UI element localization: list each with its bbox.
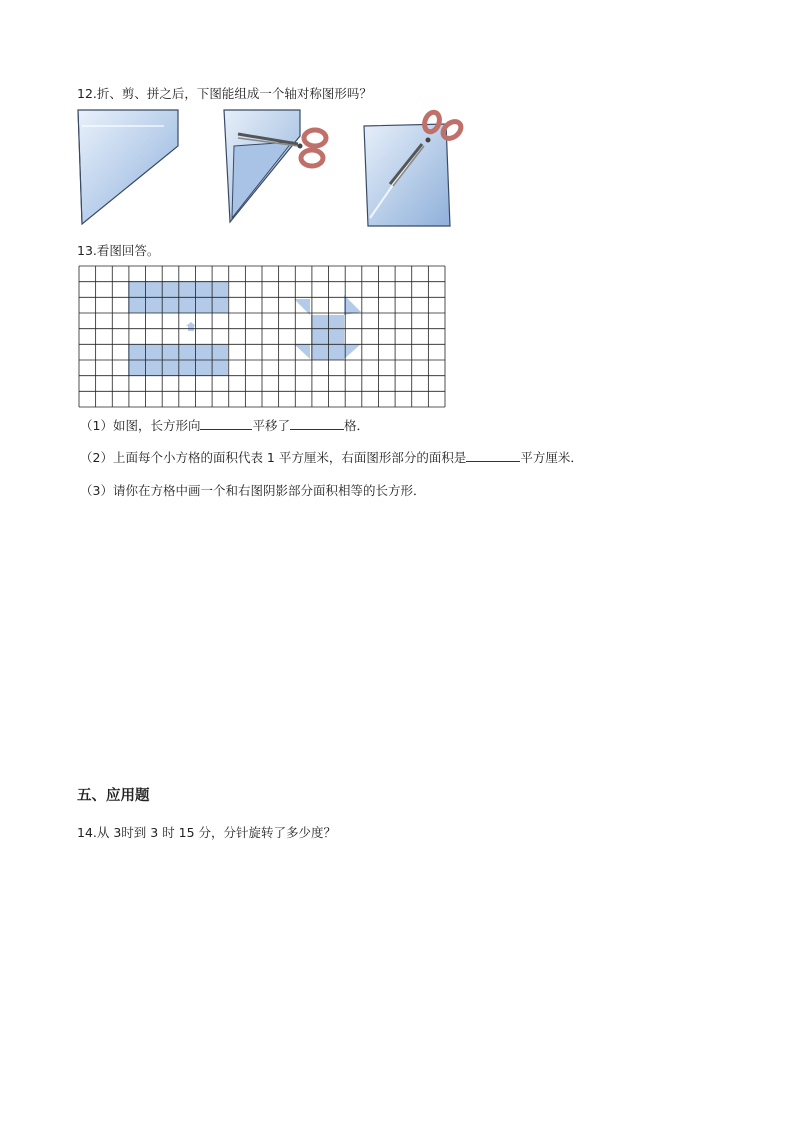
answer-blank-area[interactable]	[466, 449, 520, 462]
cut-paper-scissors-illustration-3	[360, 106, 465, 228]
answer-blank-direction[interactable]	[200, 417, 252, 430]
question-13-sub-2	[80, 448, 583, 466]
corner-triangle-bottom-right	[344, 344, 361, 359]
folded-paper-scissors-illustration-2	[220, 106, 335, 228]
sub1-middle: 平移了	[252, 418, 290, 433]
sub1-after: 格．	[343, 418, 369, 433]
folded-paper-illustration-1	[74, 106, 184, 228]
translate-arrow-icon	[186, 322, 196, 331]
corner-triangle-bottom-left	[294, 344, 310, 359]
question-13-sub-1	[80, 416, 369, 434]
answer-blank-squares[interactable]	[290, 417, 344, 430]
grid-svg	[78, 265, 447, 408]
question-12-text: 12.折、剪、拼之后，下图能组成一个轴对称图形吗？	[77, 86, 372, 101]
square-grid	[78, 265, 447, 411]
sub2-before: （2）上面每个小方格的面积代表 1 平方厘米，右面图形部分的面积是	[80, 450, 467, 465]
sub1-before: （1）如图，长方形向	[80, 418, 201, 433]
question-13-sub-3: （3）请你在方格中画一个和右图阴影部分面积相等的长方形．	[80, 483, 426, 498]
question-13-text: 13.看图回答。	[77, 243, 160, 258]
question-14-text: 14.从 3时到 3 时 15 分，分针旋转了多少度？	[77, 825, 337, 840]
shaded-center-square	[311, 315, 344, 360]
sub2-after: 平方厘米．	[520, 450, 583, 465]
corner-triangle-top-right	[344, 295, 361, 315]
section-5-title: 五、应用题	[77, 788, 150, 804]
